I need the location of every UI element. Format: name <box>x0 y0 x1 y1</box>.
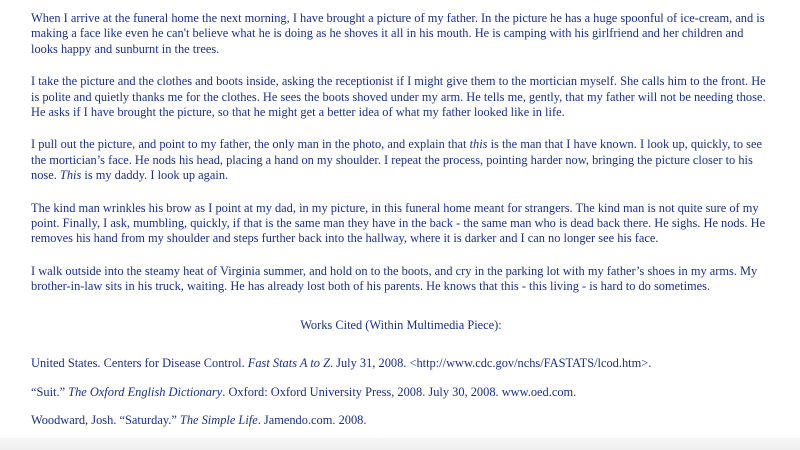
paragraph-3-text-a: I pull out the picture, and point to my father, the only man in the photo, and explain that <box>31 137 470 152</box>
paragraph-spacer <box>31 247 771 264</box>
citation-title: The Simple Life <box>179 412 258 427</box>
paragraph-2: I take the picture and the clothes and boots inside, asking the receptionist if I might give them to the mortician myself. She calls him to the front. He is polite and quietly thanks me for the clothes. He sees the boots shoved under my arm. He tells me, gently, that my father will not be needing those. He asks if I have brought the picture, so that he might get a better idea of what my father looked like in life. <box>31 74 766 120</box>
emphasis-this: this <box>469 137 488 152</box>
citation-text: “Suit.” <box>31 384 69 399</box>
citation-spacer <box>31 372 771 385</box>
paragraph-spacer <box>31 57 771 74</box>
citation-title: The Oxford English Dictionary <box>68 384 223 399</box>
paragraph-3 <box>31 137 771 183</box>
emphasis-this-capital: This <box>59 168 82 183</box>
essay-content <box>31 11 771 428</box>
citation-text: United States. Centers for Disease Control. <box>31 356 248 371</box>
citation-woodward <box>31 413 771 428</box>
paragraph-spacer <box>31 184 771 201</box>
section-spacer <box>31 333 771 356</box>
paragraph-3-text-c: is the man that I have known. I look up, quickly, to see the mortician’s face. He nods his head, placing a hand on my shoulder. I repeat the process, pointing harder now, bringing the picture closer to his nose. <box>31 137 762 183</box>
page-bottom-edge <box>0 438 800 450</box>
citation-cdc <box>31 356 771 371</box>
paragraph-5: I walk outside into the steamy heat of Virginia summer, and hold on to the boots, and cry in the parking lot with my father’s shoes in my arms. My brother-in-law sits in his truck, waiting. He has already lost both of his parents. He knows that this - this living - is hard to do sometimes. <box>31 263 758 294</box>
paragraph-1: When I arrive at the funeral home the next morning, I have brought a picture of my father. In the picture he has a huge spoonful of ice-cream, and is making a face like even he can't believe what he is doing as he shoves it all in his mouth. He is camping with his girlfriend and her children and looks happy and sunburnt in the trees. <box>31 11 765 56</box>
citation-text: Woodward, Josh. “Saturday.” <box>31 412 180 427</box>
citation-text: . Oxford: Oxford University Press, 2008. July 30, 2008. www.oed.com. <box>222 384 577 399</box>
paragraph-spacer <box>31 120 771 137</box>
section-spacer <box>31 295 771 318</box>
citation-text: . July 31, 2008. <http://www.cdc.gov/nchs/FASTATS/lcod.htm>. <box>329 356 652 371</box>
citation-spacer <box>31 400 771 413</box>
citation-title: Fast Stats A to Z <box>247 356 330 371</box>
paragraph-4: The kind man wrinkles his brow as I point at my dad, in my picture, in this funeral home meant for strangers. The kind man is not quite sure of my point. Finally, I ask, mumbling, quickly, if that is the same man they have in the back - the same man who is dead back there. He sighs. He nods. He removes his hand from my shoulder and steps further back into the hallway, where it is darker and I can no longer see his face. <box>31 200 766 246</box>
citation-oed <box>31 385 771 400</box>
paragraph-3-text-e: is my daddy. I look up again. <box>81 168 229 183</box>
works-cited-title: Works Cited (Within Multimedia Piece): <box>300 317 502 332</box>
citation-text: . Jamendo.com. 2008. <box>257 412 367 427</box>
